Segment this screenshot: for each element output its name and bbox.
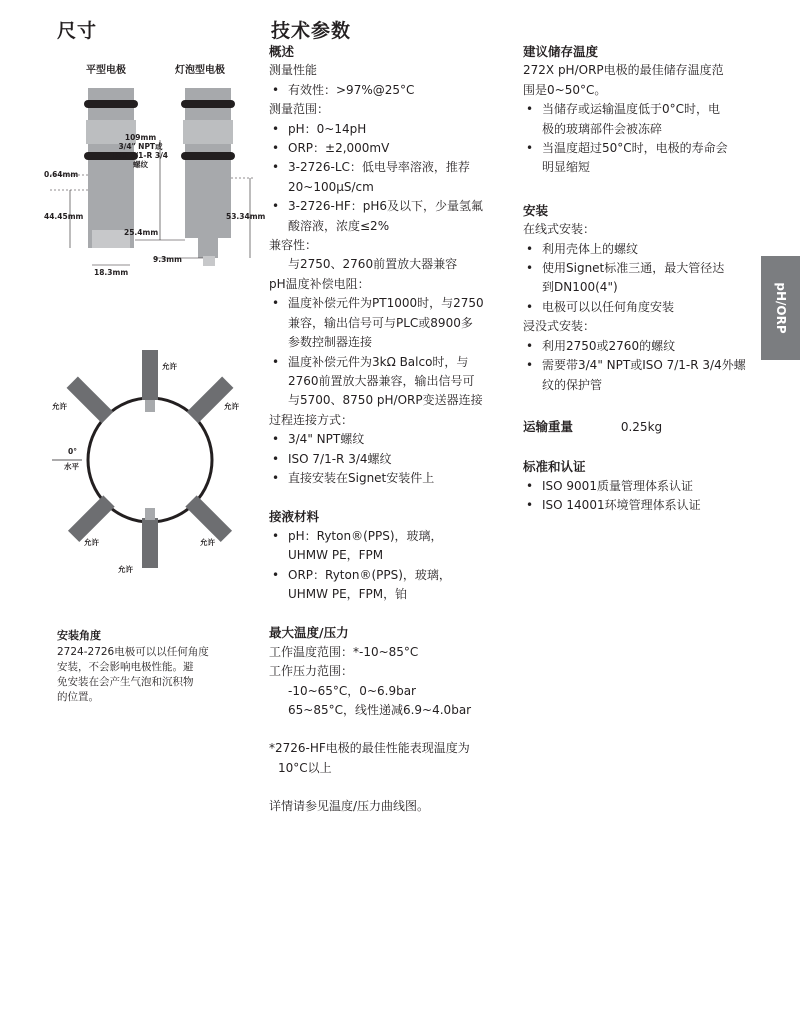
- side-tab-label: pH/ORP: [773, 282, 788, 334]
- mounting-angle-text: [57, 645, 257, 705]
- work-temp: 工作温度范围：*-10~85°C: [269, 644, 419, 659]
- mounting-angle-title: 安装角度: [57, 629, 101, 642]
- list-item: • ISO 7/1-R 3/4螺纹: [269, 450, 509, 469]
- inline-install-list: [523, 240, 761, 318]
- work-press: 工作压力范围：: [269, 664, 354, 679]
- process-label: 过程连接方式：: [269, 412, 354, 427]
- flat-electrode-label: 平型电极: [86, 65, 126, 76]
- range-list: [269, 120, 509, 236]
- dim-183: 18.3mm: [94, 268, 129, 277]
- list-item: • 当温度超过50°C时，电极的寿命会 明显缩短: [523, 139, 761, 178]
- submerge-install-list: [523, 337, 761, 395]
- wetted-heading: 接液材料: [269, 509, 320, 525]
- storage-line: 272X pH/ORP电极的最佳储存温度范: [523, 63, 724, 78]
- standards-list: [523, 477, 761, 516]
- list-item: • ORP：±2,000mV: [269, 139, 509, 158]
- dim-254: 25.4mm: [124, 228, 159, 237]
- list-item: • 3-2726-LC：低电导率溶液，推荐 20~100μS/cm: [269, 158, 509, 197]
- temp-comp-label: pH温度补偿电阻：: [269, 276, 370, 291]
- mount-line: 的位置。: [57, 691, 99, 703]
- dim-thread-npt: 3/4" NPT或: [118, 142, 163, 151]
- zero-degree-label: 0°: [68, 447, 77, 456]
- right-column: [523, 42, 761, 516]
- press-lines: [269, 682, 509, 721]
- list-item: • ISO 14001环境管理体系认证: [523, 496, 761, 515]
- dim-064: 0.64mm: [44, 170, 79, 179]
- submerge-install-label: 浸没式安装：: [523, 319, 596, 334]
- allow-label-lower-left: 允许: [84, 538, 99, 547]
- storage-heading: 建议储存温度: [523, 44, 599, 59]
- compat-text: 与2750、2760前置放大器兼容: [288, 257, 458, 272]
- allow-label-bottom: 允许: [118, 565, 133, 574]
- press-line: 65~85°C，线性递减6.9~4.0bar: [288, 703, 472, 717]
- dimensions-title: 尺寸: [57, 20, 98, 42]
- list-item: • 直接安装在Signet安装件上: [269, 469, 509, 488]
- ph-orp-side-tab: [761, 256, 800, 360]
- install-heading: 安装: [523, 202, 549, 218]
- thread-dimension-note: [113, 133, 168, 169]
- dim-109: 109mm: [124, 133, 157, 142]
- perf-list: [269, 81, 509, 100]
- list-item: • 利用2750或2760的螺纹: [523, 337, 761, 356]
- footnote-line: 10°C以上: [278, 760, 332, 775]
- list-item: • 当储存或运输温度低于0°C时，电 极的玻璃部件会被冻碎: [523, 100, 761, 139]
- range-label: 测量范围：: [269, 102, 330, 117]
- allow-label-top: 允许: [162, 362, 177, 371]
- list-item: • ISO 9001质量管理体系认证: [523, 477, 761, 496]
- electrode-dimension-drawing: [40, 80, 280, 280]
- specs-body: [269, 42, 509, 817]
- list-item: • 3/4" NPT螺纹: [269, 430, 509, 449]
- storage-line: 围是0~50°C。: [523, 82, 607, 97]
- footnote: [269, 739, 509, 778]
- list-item: • 利用壳体上的螺纹: [523, 240, 761, 259]
- dim-5334: 53.34mm: [226, 212, 266, 221]
- ship-weight-value: 0.25kg: [620, 419, 663, 434]
- bulb-electrode-label: 灯泡型电极: [175, 65, 225, 76]
- horizontal-label: 水平: [64, 462, 79, 471]
- specs-title: 技术参数: [271, 20, 352, 42]
- list-item: • pH：0~14pH: [269, 120, 509, 139]
- standards-heading: 标准和认证: [523, 459, 586, 475]
- dim-93: 9.3mm: [153, 255, 182, 264]
- wetted-list: [269, 527, 509, 605]
- overview-heading: 概述: [269, 44, 295, 59]
- list-item: • 3-2726-HF：pH6及以下，少量氢氟 酸溶液，浓度≤2%: [269, 197, 509, 236]
- list-item: • 温度补偿元件为3kΩ Balco时，与 2760前置放大器兼容，输出信号可 与5700、8750 pH/ORP变送器连接: [269, 353, 509, 411]
- max-temp-press-heading: 最大温度/压力: [269, 625, 349, 641]
- footnote-line: *2726-HF电极的最佳性能表现温度为: [269, 741, 470, 756]
- list-item: • 需要带3/4" NPT或ISO 7/1-R 3/4外螺 纹的保护管: [523, 356, 761, 395]
- compat-label: 兼容性：: [269, 238, 318, 253]
- allow-label-lower-right: 允许: [200, 538, 215, 547]
- list-item: • 温度补偿元件为PT1000时，与2750 兼容，输出信号可与PLC或8900多 参数控制器连接: [269, 294, 509, 352]
- measure-perf-label: 测量性能: [269, 63, 318, 78]
- temp-comp-list: [269, 294, 509, 410]
- mounting-angle-diagram: [52, 330, 252, 580]
- allow-label-upper-right: 允许: [224, 402, 239, 411]
- dim-4445: 44.45mm: [44, 212, 84, 221]
- list-item: • 有效性：>97%@25°C: [269, 81, 509, 100]
- list-item: • ORP：Ryton®(PPS)，玻璃， UHMW PE，FPM，铂: [269, 566, 509, 605]
- see-more-text: 详情请参见温度/压力曲线图。: [269, 799, 430, 814]
- mount-line: 免安装在会产生气泡和沉积物: [57, 676, 194, 688]
- process-list: [269, 430, 509, 488]
- mount-line: 安装，不会影响电极性能。避: [57, 661, 194, 673]
- press-line: -10~65°C，0~6.9bar: [288, 683, 416, 698]
- dim-thread-label: 螺纹: [133, 160, 149, 169]
- list-item: • pH：Ryton®(PPS)，玻璃， UHMW PE，FPM: [269, 527, 509, 566]
- allow-label-upper-left: 允许: [52, 402, 67, 411]
- inline-install-label: 在线式安装：: [523, 222, 596, 237]
- storage-list: [523, 100, 761, 178]
- list-item: • 使用Signet标准三通，最大管径达 到DN100(4"): [523, 259, 761, 298]
- dim-thread-iso: ISO 7/1-R 3/4: [113, 151, 169, 160]
- ship-weight-row: [523, 417, 761, 437]
- ship-weight-label: 运输重量: [523, 418, 574, 434]
- mounting-angle-section: [57, 627, 257, 705]
- mount-line: 2724-2726电极可以以任何角度: [57, 646, 209, 658]
- list-item: • 电极可以以任何角度安装: [523, 298, 761, 317]
